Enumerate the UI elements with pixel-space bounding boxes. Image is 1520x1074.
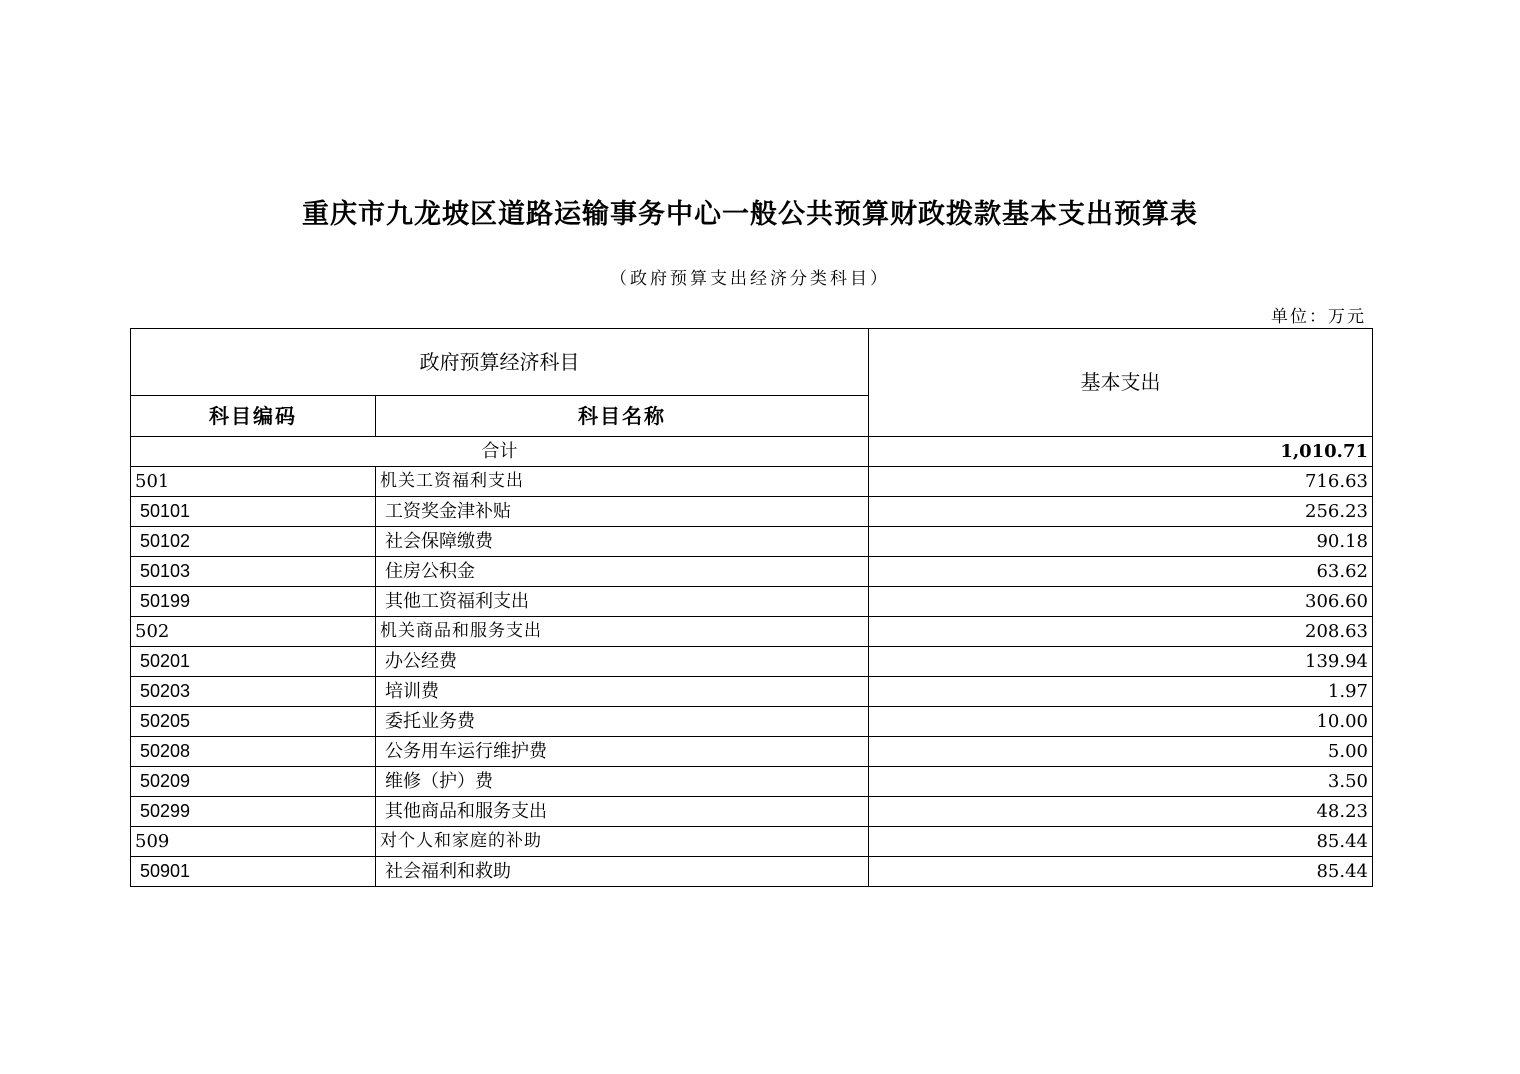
row-code-cell: 50199	[131, 587, 376, 617]
row-name-cell: 培训费	[376, 677, 869, 707]
row-amount-cell: 1.97	[869, 677, 1373, 707]
table-row	[131, 527, 1373, 557]
table-row	[131, 707, 1373, 737]
budget-table	[130, 328, 1373, 887]
row-name-cell: 住房公积金	[376, 557, 869, 587]
row-code-cell: 50901	[131, 857, 376, 887]
header-name-cell: 科目名称	[376, 396, 869, 437]
row-amount-cell: 716.63	[869, 467, 1373, 497]
row-name-cell: 公务用车运行维护费	[376, 737, 869, 767]
row-amount-cell: 306.60	[869, 587, 1373, 617]
table-row	[131, 827, 1373, 857]
table-row	[131, 797, 1373, 827]
row-name-cell: 工资奖金津补贴	[376, 497, 869, 527]
row-name-cell: 其他商品和服务支出	[376, 797, 869, 827]
header-row-1	[131, 329, 1373, 396]
total-row	[131, 437, 1373, 467]
row-amount-cell: 139.94	[869, 647, 1373, 677]
header-basic-cell: 基本支出	[869, 329, 1373, 437]
header-group-cell: 政府预算经济科目	[131, 329, 869, 396]
row-amount-cell: 3.50	[869, 767, 1373, 797]
row-amount-cell: 256.23	[869, 497, 1373, 527]
table-row	[131, 677, 1373, 707]
table-row	[131, 617, 1373, 647]
row-code-cell: 50103	[131, 557, 376, 587]
row-code-cell: 509	[131, 827, 376, 857]
row-name-cell: 对个人和家庭的补助	[376, 827, 869, 857]
table-row	[131, 767, 1373, 797]
header-code-cell: 科目编码	[131, 396, 376, 437]
table-row	[131, 497, 1373, 527]
row-amount-cell: 85.44	[869, 827, 1373, 857]
row-code-cell: 50209	[131, 767, 376, 797]
page-subtitle: （政府预算支出经济分类科目）	[610, 269, 890, 289]
table-row	[131, 647, 1373, 677]
row-code-cell: 50201	[131, 647, 376, 677]
row-code-cell: 50205	[131, 707, 376, 737]
row-code-cell: 502	[131, 617, 376, 647]
row-code-cell: 501	[131, 467, 376, 497]
row-name-cell: 委托业务费	[376, 707, 869, 737]
table-row	[131, 587, 1373, 617]
row-name-cell: 机关工资福利支出	[376, 467, 869, 497]
row-code-cell: 50203	[131, 677, 376, 707]
total-value-cell: 1,010.71	[869, 437, 1373, 467]
table-row	[131, 467, 1373, 497]
row-code-cell: 50299	[131, 797, 376, 827]
row-name-cell: 维修（护）费	[376, 767, 869, 797]
page-title: 重庆市九龙坡区道路运输事务中心一般公共预算财政拨款基本支出预算表	[302, 199, 1198, 230]
unit-label: 单位：万元	[1271, 307, 1366, 327]
row-amount-cell: 10.00	[869, 707, 1373, 737]
row-code-cell: 50101	[131, 497, 376, 527]
row-amount-cell: 5.00	[869, 737, 1373, 767]
row-name-cell: 社会保障缴费	[376, 527, 869, 557]
row-code-cell: 50208	[131, 737, 376, 767]
row-amount-cell: 63.62	[869, 557, 1373, 587]
row-amount-cell: 90.18	[869, 527, 1373, 557]
table-row	[131, 557, 1373, 587]
row-amount-cell: 208.63	[869, 617, 1373, 647]
row-amount-cell: 48.23	[869, 797, 1373, 827]
total-label-cell: 合计	[131, 437, 869, 467]
row-name-cell: 社会福利和救助	[376, 857, 869, 887]
table-row	[131, 737, 1373, 767]
row-name-cell: 其他工资福利支出	[376, 587, 869, 617]
row-name-cell: 办公经费	[376, 647, 869, 677]
row-code-cell: 50102	[131, 527, 376, 557]
row-name-cell: 机关商品和服务支出	[376, 617, 869, 647]
table-row	[131, 857, 1373, 887]
row-amount-cell: 85.44	[869, 857, 1373, 887]
